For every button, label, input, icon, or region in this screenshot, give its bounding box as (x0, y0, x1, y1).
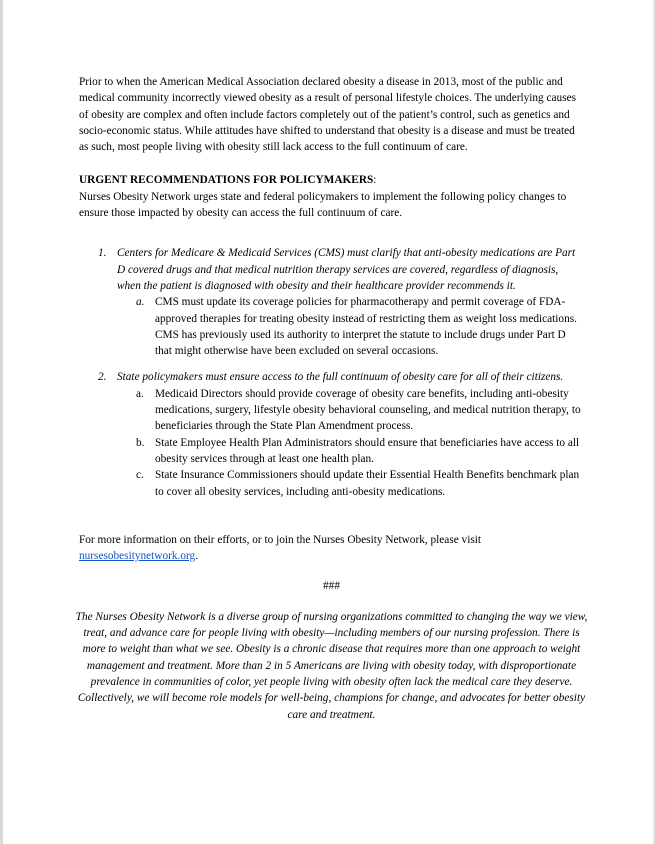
more-info-period: . (195, 550, 199, 563)
document-body (75, 74, 588, 723)
recommendations-heading-colon: : (373, 174, 377, 187)
recommendations-heading: URGENT RECOMMENDATIONS FOR POLICYMAKERS (79, 174, 374, 187)
recommendation-item (79, 369, 584, 499)
intro-paragraph: Prior to when the American Medical Association declared obesity a disease in 2013, most of the public and medical community incorrectly viewed obesity as a result of personal lifestyle choices. The underlying causes of obesity are complex and often include factors completely out of the patient’s control, such as genetics and socio-economic status. While attitudes have shifted to understand that obesity is a disease and must be treated as such, most people living with obesity still lack access to the full continuum of care. (79, 76, 577, 154)
sub-recommendation-item (117, 467, 584, 500)
recommendation-text: Centers for Medicare & Medicaid Services (CMS) must clarify that anti-obesity medications are Part D covered drugs and that medical nutrition therapy services are covered, regardless of diagnosis, when the patient is diagnosed with obesity and their healthcare provider recommends it. (117, 247, 576, 292)
list-letter: a. (136, 296, 145, 309)
recommendations-heading-line (79, 172, 584, 188)
sub-recommendation-list (117, 386, 584, 500)
sub-recommendation-item (117, 386, 584, 435)
boilerplate-paragraph: The Nurses Obesity Network is a diverse group of nursing organizations committed to changing the way we view, treat, and advance care for people living with obesity—including members of our nursing profession. There is more to weight than what we see. Obesity is a chronic disease that requires more than one approach to weight management and treatment. More than 2 in 5 Americans are living with obesity today, with disproportionate prevalence in communities of color, yet people living with obesity often lack the medical care they deserve. Collectively, we will become role models for well-being, champions for change, and advocates for better obesity care and treatment. (75, 610, 588, 721)
sub-recommendation-text: State Insurance Commissioners should update their Essential Health Benefits benchmark plan to cover all obesity services, including anti-obesity medications. (155, 469, 580, 498)
page-edge-left (0, 0, 3, 844)
sub-recommendation-text: State Employee Health Plan Administrators should ensure that beneficiaries have access to all obesity services through at least one health plan. (155, 436, 580, 465)
network-website-link[interactable]: nursesobesitynetwork.org (79, 550, 196, 563)
end-separator: ### (323, 580, 340, 593)
sub-recommendation-text: CMS must update its coverage policies for pharmacotherapy and permit coverage of FDA-approved therapies for treating obesity instead of restricting them as weight loss medications. CMS has previously used its authority to interpret the statute to include drugs under Part D that might otherwise have been excluded on several occasions. (155, 296, 577, 358)
sub-recommendation-text: Medicaid Directors should provide coverage of obesity care benefits, including anti-obesity medications, surgery, lifestyle obesity behavioral counseling, and medical nutrition therapy, to beneficiaries through the State Plan Amendment process. (155, 387, 581, 433)
sub-recommendation-item (117, 435, 584, 468)
recommendations-list (79, 245, 584, 499)
list-letter: b. (136, 436, 145, 449)
list-number: 2. (98, 371, 107, 384)
list-number: 1. (98, 247, 107, 260)
sub-recommendation-list (117, 294, 584, 359)
recommendations-intro: Nurses Obesity Network urges state and federal policymakers to implement the following policy changes to ensure those impacted by obesity can access the full continuum of care. (79, 190, 567, 220)
recommendation-text: State policymakers must ensure access to the full continuum of obesity care for all of their citizens. (117, 371, 564, 384)
list-letter: c. (136, 469, 144, 482)
more-info-text: For more information on their efforts, or to join the Nurses Obesity Network, please visit (79, 533, 482, 546)
more-info-paragraph (79, 532, 584, 565)
list-letter: a. (136, 387, 144, 400)
sub-recommendation-item (117, 294, 584, 359)
recommendation-item (79, 245, 584, 359)
